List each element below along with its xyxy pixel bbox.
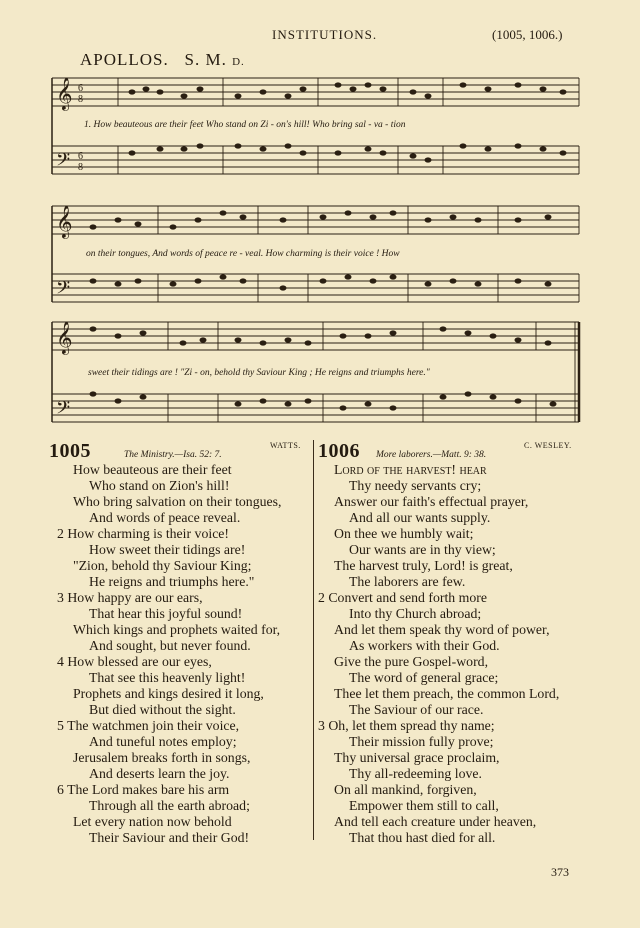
hymn-1006-author: C. WESLEY. <box>524 441 572 450</box>
svg-text:8: 8 <box>78 162 83 173</box>
hymn-1006-line: Give the pure Gospel-word, <box>334 654 489 669</box>
svg-text:𝄞: 𝄞 <box>56 323 73 354</box>
hymn-1005-line: That hear this joyful sound! <box>89 606 243 621</box>
hymn-numbers: (1005, 1006.) <box>492 27 563 42</box>
hymn-1005-line: Their Saviour and their God! <box>89 830 250 845</box>
hymn-1006-line: Thy universal grace proclaim, <box>334 750 500 765</box>
hymn-1006-line: On all mankind, forgiven, <box>334 782 477 797</box>
column-divider <box>313 440 314 840</box>
hymn-1005-line: Prophets and kings desired it long, <box>73 686 264 701</box>
hymn-1006-line: Lord of the harvest! hear <box>334 462 487 477</box>
hymn-1005-line: 3 How happy are our ears, <box>57 590 203 605</box>
hymn-1005-author: WATTS. <box>270 441 301 450</box>
svg-text:𝄢: 𝄢 <box>56 397 71 422</box>
hymn-1005-line: And tuneful notes employ; <box>89 734 237 749</box>
music-system-1 <box>48 72 583 190</box>
hymn-1005-line: 6 The Lord makes bare his arm <box>57 782 230 797</box>
hymn-1006-line: Thy all-redeeming love. <box>349 766 482 781</box>
hymn-1006-line: The harvest truly, Lord! is great, <box>334 558 513 573</box>
hymn-1006-line: On thee we humbly wait; <box>334 526 474 541</box>
hymn-1006-line: 2 Convert and send forth more <box>318 590 487 605</box>
hymn-1006-line: 3 Oh, let them spread thy name; <box>318 718 495 733</box>
hymn-1005-line: But died without the sight. <box>89 702 236 717</box>
hymn-1005-line: That see this heavenly light! <box>89 670 246 685</box>
hymn-1005-line: Let every nation now behold <box>73 814 232 829</box>
hymn-1006-reference: More laborers.—Matt. 9: 38. <box>376 450 487 460</box>
svg-text:𝄢: 𝄢 <box>56 149 71 174</box>
hymn-1005-line: Jerusalem breaks forth in songs, <box>73 750 251 765</box>
tune-lyric-line-1: 1. How beauteous are their feet Who stand on Zi - on's hill! Who bring sal - va - tion <box>84 120 406 130</box>
hymn-1005-line: How beauteous are their feet <box>73 462 232 477</box>
hymn-1006-line: And tell each creature under heaven, <box>334 814 537 829</box>
hymn-1006-number: 1006 <box>318 440 360 462</box>
hymn-1005-line: Who bring salvation on their tongues, <box>73 494 282 509</box>
hymn-1005-line: Who stand on Zion's hill! <box>89 478 230 493</box>
tune-lyric-line-3: sweet their tidings are ! "Zi - on, behold thy Saviour King ; He reigns and triumphs here." <box>88 368 430 378</box>
svg-text:𝄞: 𝄞 <box>56 207 73 238</box>
tune-meter-suffix: D. <box>232 56 245 68</box>
hymn-1006-line: Into thy Church abroad; <box>349 606 482 621</box>
hymn-1006-line: And all our wants supply. <box>349 510 491 525</box>
hymn-1006-line: Thee let them preach, the common Lord, <box>334 686 560 701</box>
page-number: 373 <box>551 865 569 879</box>
hymn-1005-line: 2 How charming is their voice! <box>57 526 230 541</box>
hymn-1005-line: Which kings and prophets waited for, <box>73 622 281 637</box>
tune-name: APOLLOS. <box>80 50 169 69</box>
tune-meter: S. M. <box>184 50 227 69</box>
hymn-1005-line: How sweet their tidings are! <box>89 542 246 557</box>
hymn-1005-line: He reigns and triumphs here." <box>89 574 255 589</box>
hymn-1006-line: That thou hast died for all. <box>349 830 496 845</box>
hymn-1006-line: Thy needy servants cry; <box>349 478 482 493</box>
hymn-1006-line: Our wants are in thy view; <box>349 542 496 557</box>
hymn-1005-reference: The Ministry.—Isa. 52: 7. <box>124 450 222 460</box>
hymn-1006-line: And let them speak thy word of power, <box>334 622 550 637</box>
hymn-1006-line: The laborers are few. <box>349 574 466 589</box>
tune-title <box>80 50 245 70</box>
hymn-1005-line: 4 How blessed are our eyes, <box>57 654 212 669</box>
svg-text:8: 8 <box>78 94 83 105</box>
hymn-1006-line: The word of general grace; <box>349 670 499 685</box>
hymn-1005-number: 1005 <box>49 440 91 462</box>
hymn-1005-line: And sought, but never found. <box>89 638 251 653</box>
hymn-1005-line: 5 The watchmen join their voice, <box>57 718 240 733</box>
svg-text:6: 6 <box>78 151 83 162</box>
hymn-1005-line: And deserts learn the joy. <box>89 766 230 781</box>
svg-text:𝄞: 𝄞 <box>56 79 73 110</box>
svg-text:6: 6 <box>78 83 83 94</box>
hymn-1005-line: "Zion, behold thy Saviour King; <box>73 558 252 573</box>
hymn-1006-line: Their mission fully prove; <box>349 734 494 749</box>
hymn-1005-line: Through all the earth abroad; <box>89 798 250 813</box>
svg-text:𝄢: 𝄢 <box>56 277 71 302</box>
hymn-1006-line: The Saviour of our race. <box>349 702 484 717</box>
section-title: INSTITUTIONS. <box>272 27 378 42</box>
hymn-1006-line: As workers with their God. <box>349 638 500 653</box>
tune-lyric-line-2: on their tongues, And words of peace re - veal. How charming is their voice ! How <box>86 249 400 259</box>
hymn-1005-line: And words of peace reveal. <box>89 510 241 525</box>
hymn-1006-line: Answer our faith's effectual prayer, <box>334 494 529 509</box>
hymn-1006-line: Empower them still to call, <box>349 798 499 813</box>
